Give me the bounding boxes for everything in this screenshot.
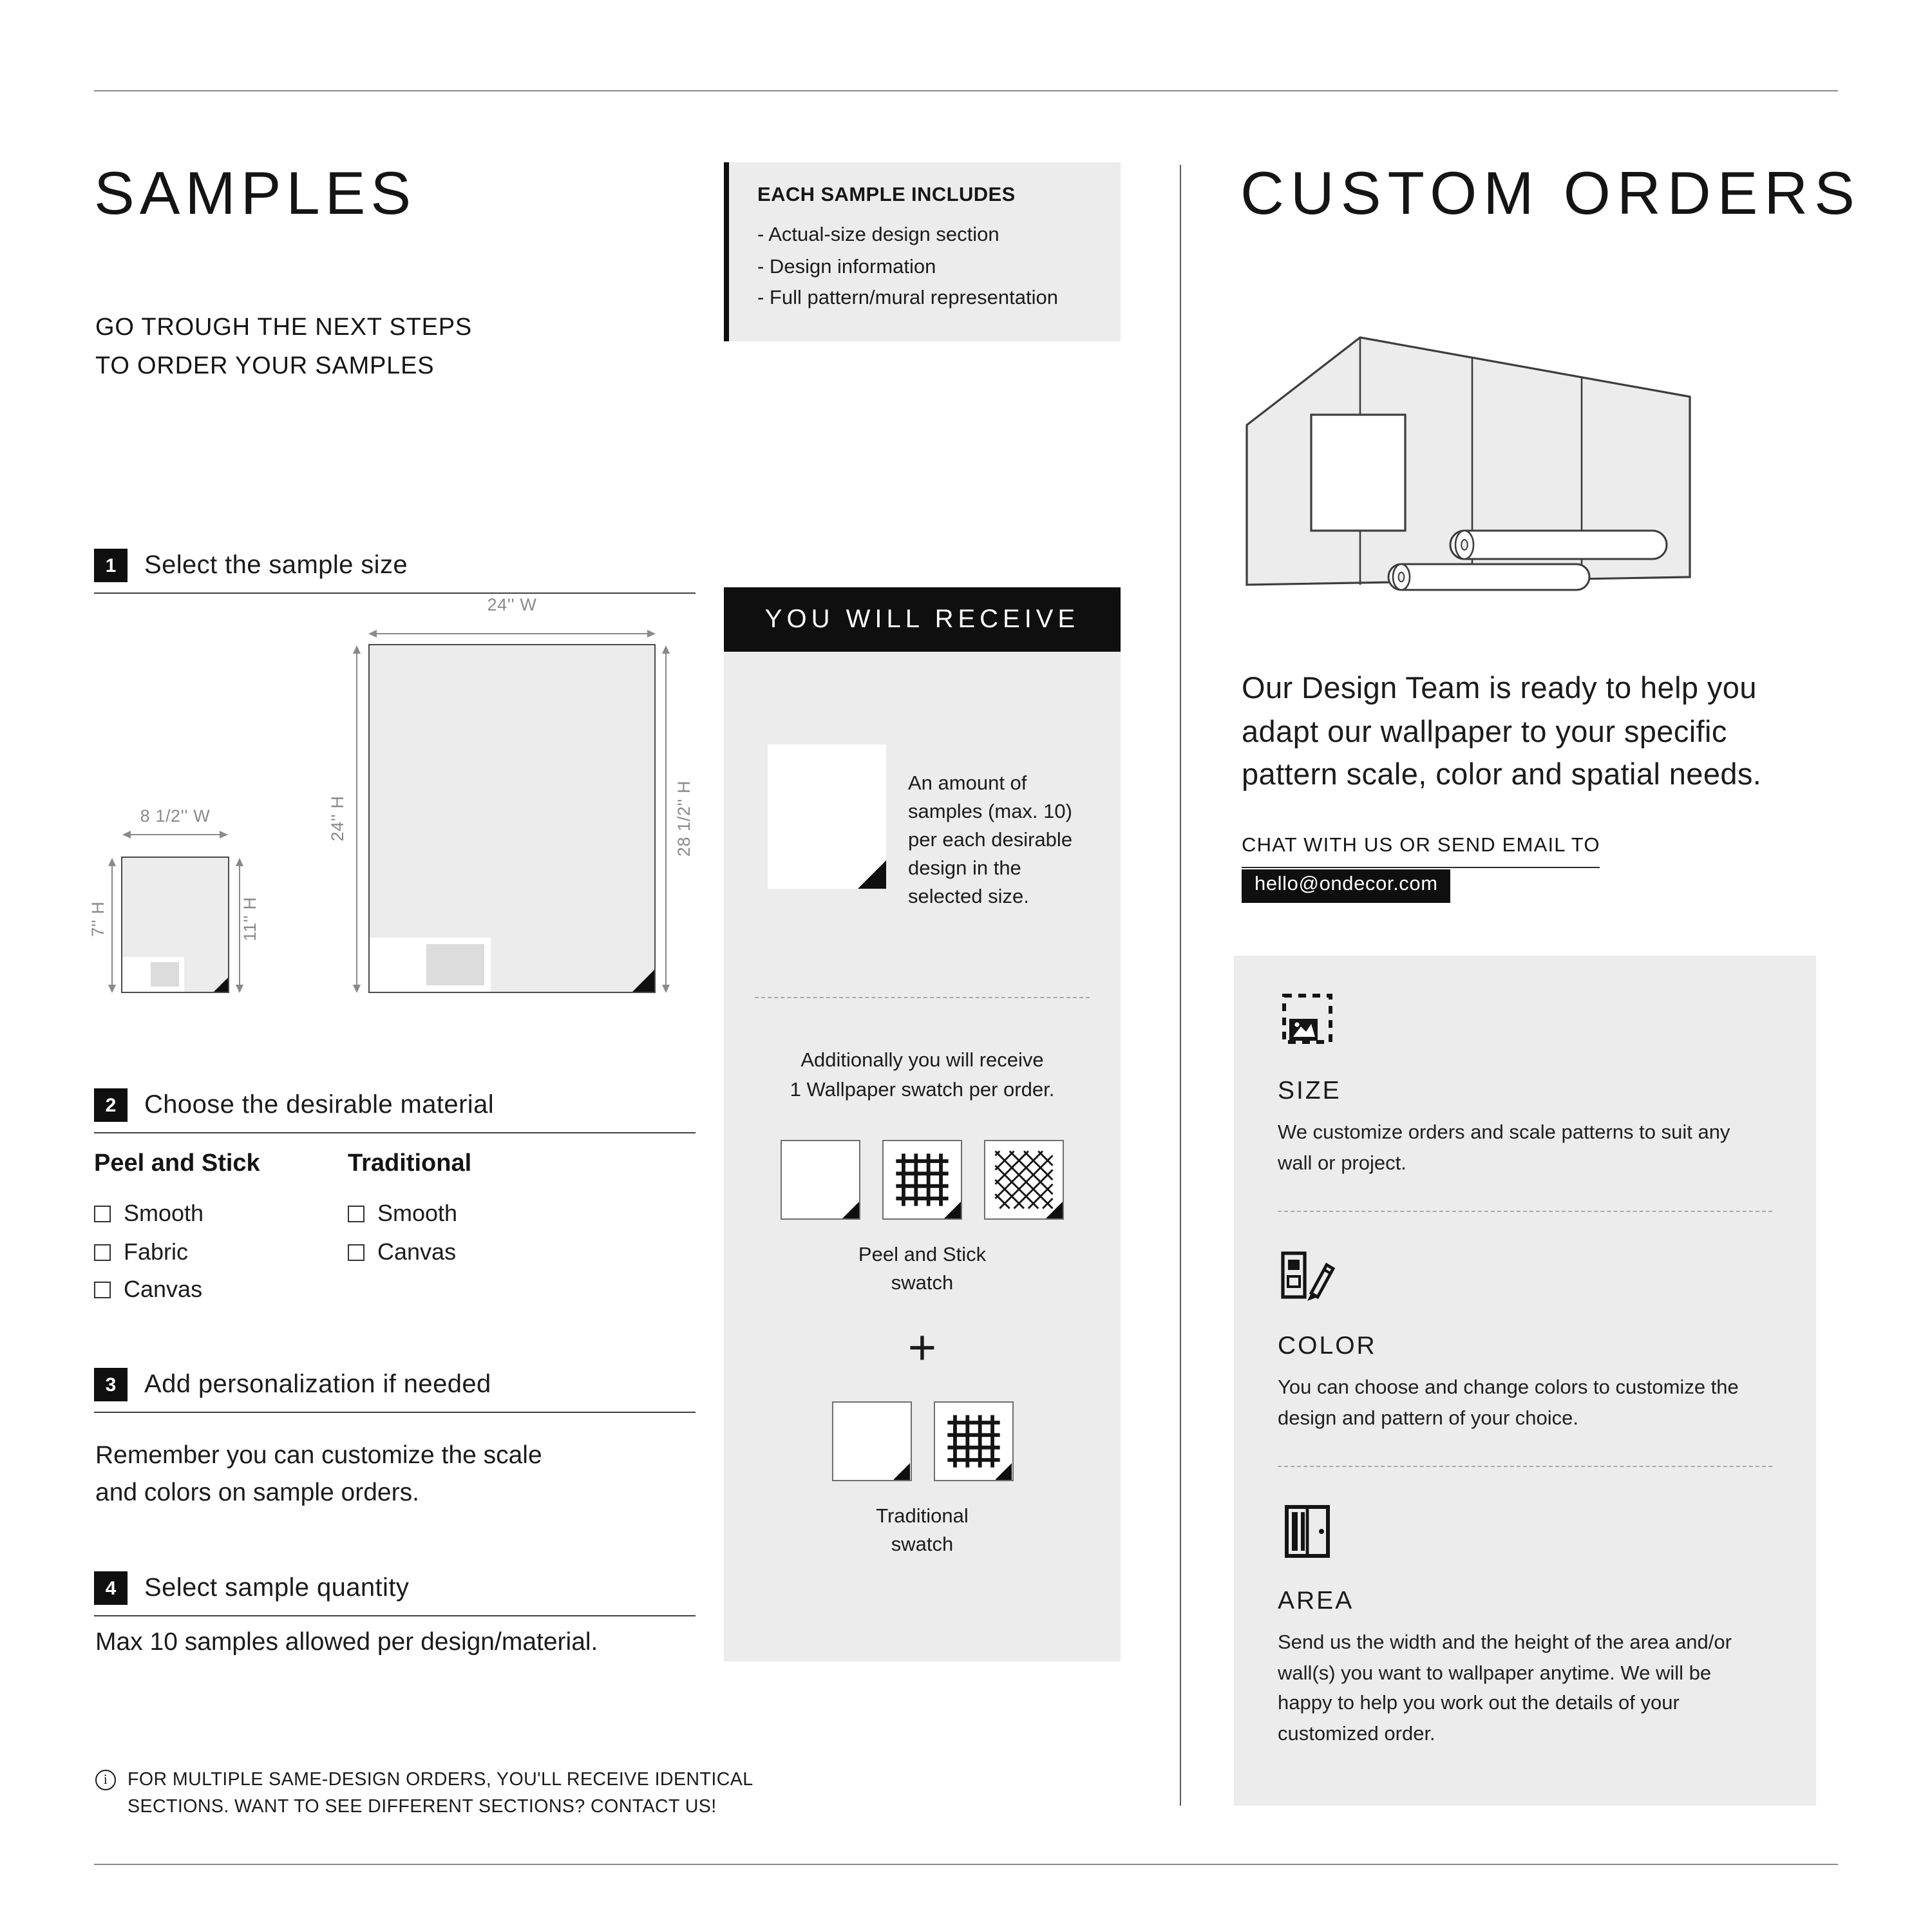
quantity-note: Max 10 samples allowed per design/material. [95,1628,598,1656]
additional-note-line: 1 Wallpaper swatch per order. [790,1079,1055,1101]
peel-swatch-label-line: swatch [891,1273,954,1294]
custom-orders-title: CUSTOM ORDERS [1240,158,1861,227]
contact-label: CHAT WITH US OR SEND EMAIL TO [1242,835,1600,868]
material-option-label: Fabric [124,1238,189,1264]
includes-item: - Design information [757,256,936,278]
feature-text-size: We customize orders and scale patterns to suit any wall or project. [1278,1122,1730,1174]
feature-name-size: SIZE [1278,1077,1341,1105]
material-option-label: Canvas [377,1238,457,1264]
fold-corner-icon [632,970,654,992]
personalization-note [95,1437,542,1512]
traditional-swatch-label [724,1503,1121,1560]
step-label: Add personalization if needed [144,1370,491,1398]
design-section-strip [122,957,184,992]
traditional-swatch-label-line: Traditional [876,1506,969,1528]
step-label: Select sample quantity [144,1573,410,1602]
wall-area-icon [1278,1502,1337,1561]
custom-features-panel [1234,956,1816,1806]
info-icon: i [95,1770,116,1790]
feature-name-color: COLOR [1278,1332,1377,1360]
personalization-note-line: Remember you can customize the scale [95,1441,542,1470]
dimension-label-large-width: 24'' W [487,595,537,614]
peel-swatch-label-line: Peel and Stick [858,1244,987,1266]
feature-name-area: AREA [1278,1587,1354,1615]
wallpapered-wall-illustration [1236,325,1700,621]
size-icon [1278,992,1337,1051]
materials-section [94,1150,696,1309]
design-section-strip [370,938,491,992]
checkbox-icon [348,1244,365,1261]
design-section-patch [426,944,484,985]
you-will-receive-header: YOU WILL RECEIVE [724,587,1121,652]
grid-swatch-icon [933,1401,1013,1481]
material-column-traditional [348,1150,601,1309]
includes-item: - Full pattern/mural representation [757,287,1058,309]
footnote-line: FOR MULTIPLE SAME-DESIGN ORDERS, YOU'LL RECEIVE IDENTICAL [128,1770,753,1790]
dimension-label-large-height-full: 28 1/2'' H [674,780,694,857]
plus-sign: + [907,1321,937,1376]
checkbox-icon [94,1206,111,1223]
custom-orders-intro: Our Design Team is ready to help you adapt our wallpaper to your specific pattern scale, color and spatial needs. [1242,671,1762,791]
peel-swatch-row [724,1140,1121,1220]
material-option-label: Smooth [124,1200,204,1226]
footnote-line: SECTIONS. WANT TO SEE DIFFERENT SECTIONS? CONTACT US! [128,1796,717,1817]
traditional-swatch-label-line: swatch [891,1534,954,1556]
samples-intro-line: TO ORDER YOUR SAMPLES [95,353,435,380]
checkbox-icon [348,1206,365,1223]
footnote-text [128,1767,753,1820]
fold-corner-icon [893,1463,910,1480]
fold-corner-icon [858,860,886,889]
personalization-note-line: and colors on sample orders. [95,1479,419,1507]
fold-corner-icon [842,1202,859,1218]
material-option-label: Canvas [124,1276,203,1302]
dashed-divider [755,997,1090,998]
samples-amount-row [724,652,1121,912]
material-group-title: Peel and Stick [94,1150,260,1177]
design-section-patch [151,962,179,987]
step-2-choose-material [94,1088,696,1133]
samples-intro-line: GO TROUGH THE NEXT STEPS [95,314,473,341]
top-rule [94,90,1838,91]
step-4-quantity [94,1571,696,1616]
step-1-select-sample-size [94,549,696,594]
traditional-swatch-row [724,1401,1121,1481]
plain-swatch-icon [831,1401,911,1481]
small-sample-rect [121,857,229,993]
dimension-label-small-height: 7'' H [88,901,108,937]
dashed-divider [1278,1466,1772,1467]
checkbox-icon [94,1244,111,1261]
includes-title: EACH SAMPLE INCLUDES [757,184,1016,206]
material-column-peel-and-stick [94,1150,348,1309]
step-number-badge: 1 [94,549,128,582]
sample-sheet-icon [768,744,886,889]
sample-size-diagram [88,592,696,1054]
step-number-badge: 4 [94,1571,128,1605]
step-label: Select the sample size [144,551,408,579]
feature-text-area: Send us the width and the height of the area and/or wall(s) you want to wallpaper anytime. We will be happy to help you work out the details of your customized order. [1278,1632,1732,1745]
each-sample-includes-box [724,162,1121,341]
material-group-title: Traditional [348,1150,472,1177]
step-3-personalization [94,1368,696,1413]
samples-title: SAMPLES [94,158,417,227]
feature-text-color: You can choose and change colors to customize the design and pattern of your choice. [1278,1377,1739,1429]
crosshatch-swatch-icon [984,1140,1064,1220]
checkbox-icon [94,1282,111,1299]
large-sample-rect [368,644,656,993]
material-option-label: Smooth [377,1200,458,1226]
step-label: Choose the desirable material [144,1090,495,1119]
samples-amount-text: An amount of samples (max. 10) per each desirable design in the selected size. [908,773,1073,908]
step-number-badge: 2 [94,1088,128,1122]
material-option-peel-smooth[interactable] [94,1195,348,1233]
dimension-label-small-width: 8 1/2'' W [140,806,211,826]
samples-intro [95,309,472,386]
step-number-badge: 3 [94,1368,128,1401]
column-divider [1180,165,1181,1806]
dimension-label-large-height: 24'' H [328,795,347,842]
color-swatches-icon [1278,1247,1337,1306]
additional-note-line: Additionally you will receive [800,1050,1044,1072]
dashed-divider [1278,1211,1772,1212]
bottom-rule [94,1864,1838,1865]
dimension-label-small-height-full: 11'' H [240,896,260,942]
footnote [95,1767,753,1820]
material-option-traditional-smooth[interactable] [348,1195,601,1233]
grid-swatch-icon [882,1140,962,1220]
you-will-receive-panel [724,652,1121,1662]
additional-note [724,1047,1121,1105]
material-option-peel-fabric[interactable] [94,1233,348,1271]
material-option-traditional-canvas[interactable] [348,1233,601,1271]
peel-swatch-label [724,1242,1121,1298]
material-option-peel-canvas[interactable] [94,1271,348,1309]
includes-item: - Actual-size design section [757,224,999,246]
email-badge[interactable]: hello@ondecor.com [1242,869,1451,903]
fold-corner-icon [214,978,228,992]
plain-swatch-icon [781,1140,860,1220]
